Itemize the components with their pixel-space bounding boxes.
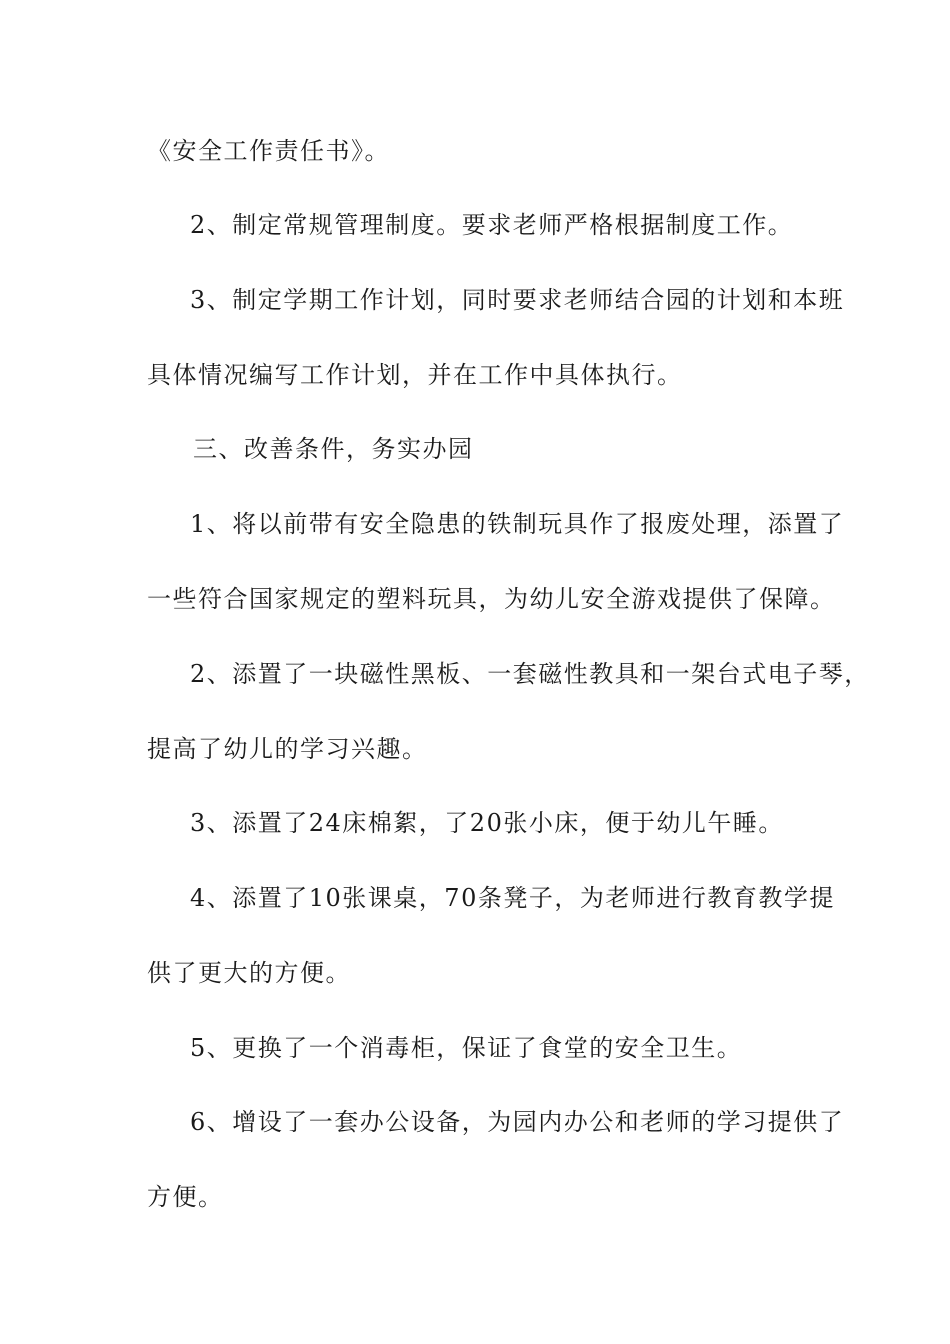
section-heading: 三、改善条件，务实办园 [193,435,474,463]
text-line-12: 供了更大的方便。 [147,959,351,987]
text-line-15: 方便。 [147,1183,224,1211]
text-line-4: 具体情况编写工作计划，并在工作中具体执行。 [147,361,683,389]
text-line-8: 2、添置了一块磁性黑板、一套磁性教具和一架台式电子琴， [190,660,870,688]
text-line-10: 3、添置了24床棉絮，了20张小床，便于幼儿午睡。 [190,809,784,837]
text-line-9: 提高了幼儿的学习兴趣。 [147,735,428,763]
text-line-11: 4、添置了10张课桌，70条凳子，为老师进行教育教学提 [190,884,835,912]
text-line-6: 1、将以前带有安全隐患的铁制玩具作了报废处理，添置了 [190,510,845,538]
text-line-7: 一些符合国家规定的塑料玩具，为幼儿安全游戏提供了保障。 [147,585,836,613]
text-line-14: 6、增设了一套办公设备，为园内办公和老师的学习提供了 [190,1108,845,1136]
text-line-2: 2、制定常规管理制度。要求老师严格根据制度工作。 [190,211,794,239]
text-line-13: 5、更换了一个消毒柜，保证了食堂的安全卫生。 [190,1034,743,1062]
text-line-3: 3、制定学期工作计划，同时要求老师结合园的计划和本班 [190,286,845,314]
text-line-1: 《安全工作责任书》。 [147,137,390,165]
